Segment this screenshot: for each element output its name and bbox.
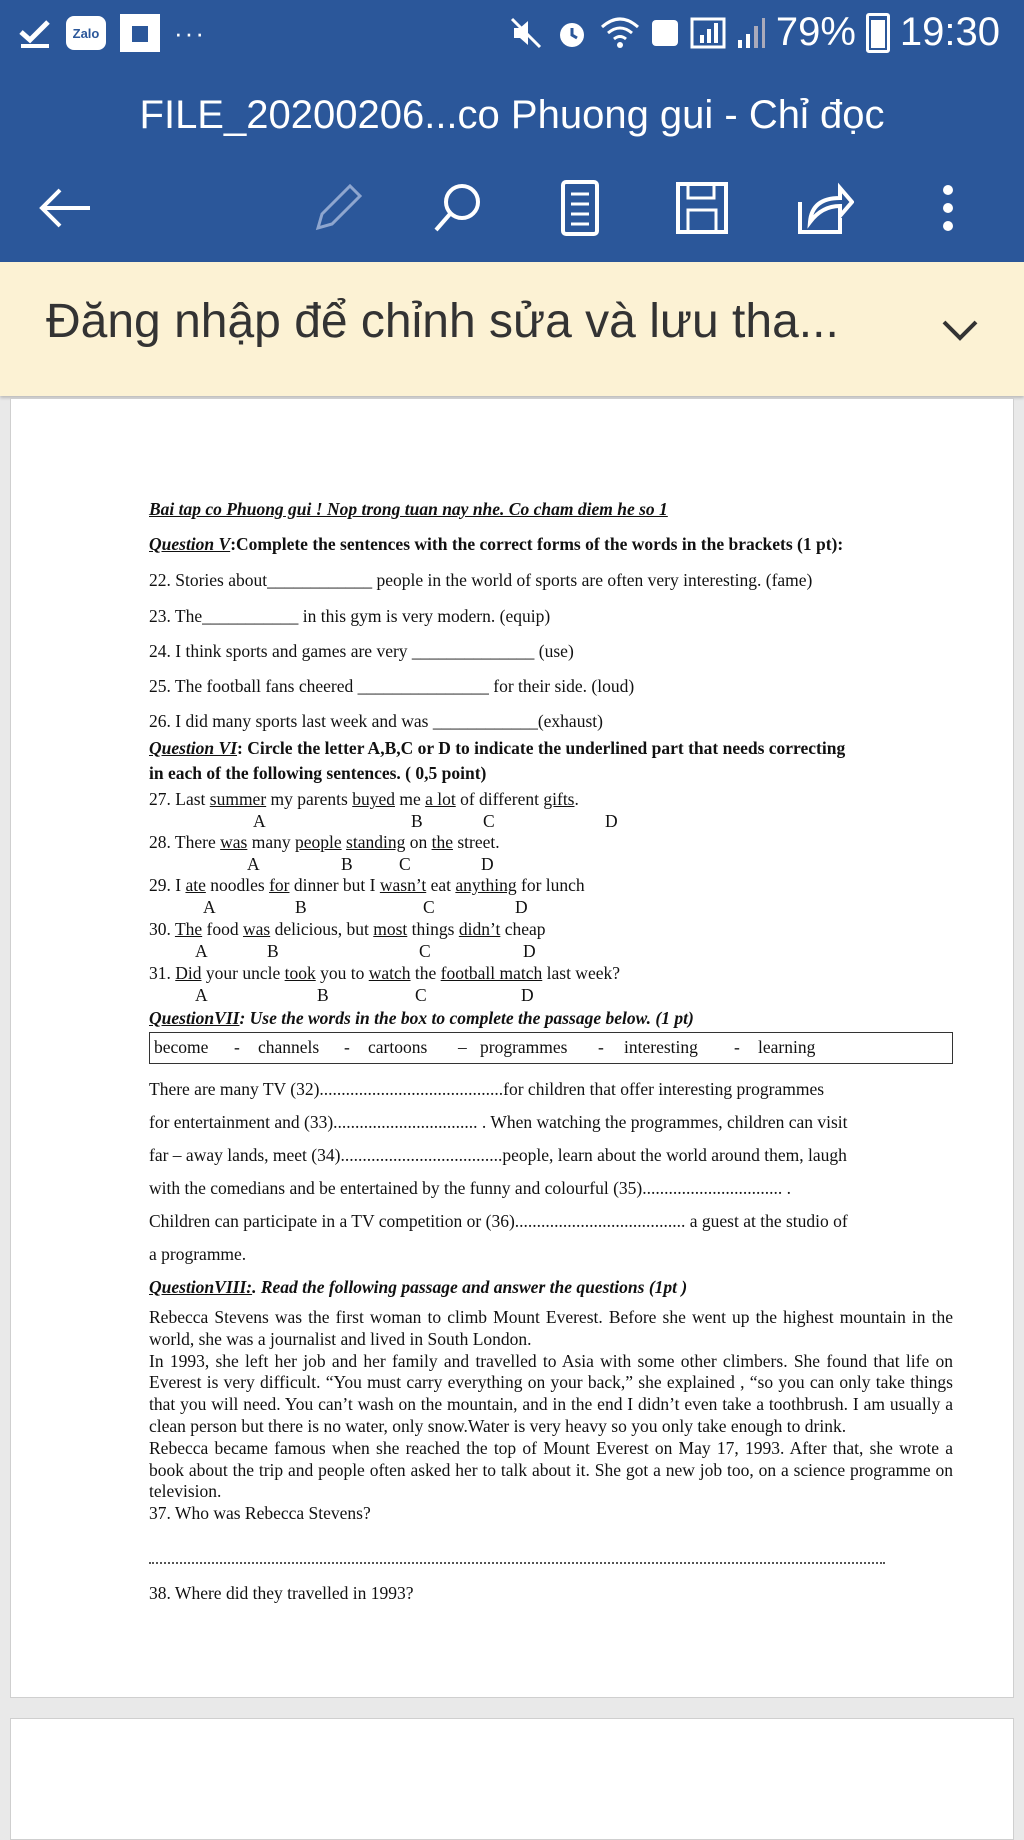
question-5-title: Question V:Complete the sentences with the correct forms of the words in the brackets (1 pt): xyxy=(149,534,844,554)
save-button[interactable] xyxy=(662,168,742,248)
check-icon xyxy=(18,16,52,50)
sentence-22: 22. Stories about____________ people in the world of sports are often very interesting. (fame) xyxy=(149,570,813,590)
word-box: become - channels - cartoons – programmes - interesting - learning xyxy=(149,1032,953,1064)
more-notifications-icon: ··· xyxy=(174,17,206,48)
sentence-27: 27. Last summer my parents buyed me a lot of different gifts. xyxy=(149,789,579,809)
share-button[interactable] xyxy=(784,168,864,248)
answer-line xyxy=(149,1562,885,1564)
reading-passage xyxy=(149,1307,953,1525)
back-icon xyxy=(34,183,94,233)
passage-line: for entertainment and (33)................................. . When watching the programmes, children can visit xyxy=(149,1112,848,1132)
sentence-23: 23. The___________ in this gym is very modern. (equip) xyxy=(149,606,551,626)
question-38: 38. Where did they travelled in 1993? xyxy=(149,1583,414,1603)
chevron-down-icon[interactable] xyxy=(936,306,984,354)
battery-icon xyxy=(866,13,890,53)
signal-icon xyxy=(690,15,726,51)
signal-bars-icon xyxy=(736,16,766,50)
answer-letters-28: A B C D xyxy=(247,854,494,874)
more-options-icon xyxy=(938,178,958,238)
sentence-24: 24. I think sports and games are very ______________ (use) xyxy=(149,641,574,661)
question-6-title: Question VI: Circle the letter A,B,C or D to indicate the underlined part that needs correcting xyxy=(149,738,846,758)
toolbar xyxy=(0,154,1024,262)
sign-in-banner-text: Đăng nhập để chỉnh sửa và lưu tha... xyxy=(46,295,839,348)
mute-icon xyxy=(508,15,544,51)
question-6-title-cont: in each of the following sentences. ( 0,5 point) xyxy=(149,763,487,783)
question-7-title: QuestionVII: Use the words in the box to complete the passage below. (1 pt) xyxy=(149,1008,694,1028)
sentence-26: 26. I did many sports last week and was ____________(exhaust) xyxy=(149,711,603,731)
edit-icon xyxy=(306,178,366,238)
sentence-29: 29. I ate noodles for dinner but I wasn’t eat anything for lunch xyxy=(149,875,585,895)
passage-line: with the comedians and be entertained by the funny and colourful (35)................................ . xyxy=(149,1178,791,1198)
answer-letters-30: A B C D xyxy=(195,941,536,961)
document-heading: Bai tap co Phuong gui ! Nop trong tuan nay nhe. Co cham diem he so 1 xyxy=(149,499,668,519)
wifi-icon xyxy=(600,15,640,51)
clock: 19:30 xyxy=(899,10,1000,54)
next-document-page xyxy=(10,1718,1014,1840)
edit-button[interactable] xyxy=(296,168,376,248)
more-options-button[interactable] xyxy=(908,168,988,248)
document-title: FILE_20200206...co Phuong gui - Chỉ đọc xyxy=(0,76,1024,154)
passage-line: far – away lands, meet (34).....................................people, learn about the world around them, laugh xyxy=(149,1145,847,1165)
passage-line: Children can participate in a TV competition or (36)....................................... a guest at the studio of xyxy=(149,1211,848,1231)
answer-letters-31: A B C D xyxy=(195,985,534,1005)
save-icon xyxy=(672,178,732,238)
sign-in-banner[interactable] xyxy=(0,262,1024,396)
share-icon xyxy=(794,178,854,238)
reading-paragraph: In 1993, she left her job and her family and travelled to Asia with some other climbers. She found that life on Everest is very difficult. “You must carry everything on your back,” she explained , “so you can only take things that you will need. You can’t wash on the mountain, and in the end I didn’t even take a toothbrush. I am usually a clean person but there is no water, only snow.Water is very heavy so you only take enough to drink. xyxy=(149,1350,953,1436)
reading-paragraph: Rebecca Stevens was the first woman to climb Mount Everest. Before she went up the highest mountain in the world, she was a journalist and lived in South London. xyxy=(149,1307,953,1349)
back-button[interactable] xyxy=(24,168,104,248)
reading-view-icon xyxy=(555,178,605,238)
passage-line: a programme. xyxy=(149,1244,247,1264)
passage-line: There are many TV (32)..........................................for children that offer interesting programmes xyxy=(149,1079,825,1099)
answer-letters-27: A B C D xyxy=(253,811,618,831)
question-8-title: QuestionVIII:. Read the following passage and answer the questions (1pt ) xyxy=(149,1277,688,1297)
answer-letters-29: A B C D xyxy=(203,897,528,917)
document-page xyxy=(10,398,1014,1698)
sentence-30: 30. The food was delicious, but most things didn’t cheap xyxy=(149,919,546,939)
reading-paragraph: Rebecca became famous when she reached the top of Mount Everest on May 17, 1993. After that, she wrote a book about the trip and people often asked her to talk about it. She got a new job too, on a science programme on television. xyxy=(149,1437,953,1502)
search-icon xyxy=(428,178,488,238)
status-bar xyxy=(0,0,1024,76)
question-37: 37. Who was Rebecca Stevens? xyxy=(149,1503,371,1524)
sentence-31: 31. Did your uncle took you to watch the football match last week? xyxy=(149,963,620,983)
battery-percent: 79% xyxy=(775,10,856,54)
zalo-icon: Zalo xyxy=(66,16,106,50)
reading-view-button[interactable] xyxy=(540,168,620,248)
sentence-25: 25. The football fans cheered _______________ for their side. (loud) xyxy=(149,676,635,696)
flipboard-icon xyxy=(120,14,160,52)
data-saver-icon xyxy=(650,16,680,50)
search-button[interactable] xyxy=(418,168,498,248)
alarm-icon xyxy=(554,15,590,51)
sentence-28: 28. There was many people standing on the street. xyxy=(149,832,500,852)
